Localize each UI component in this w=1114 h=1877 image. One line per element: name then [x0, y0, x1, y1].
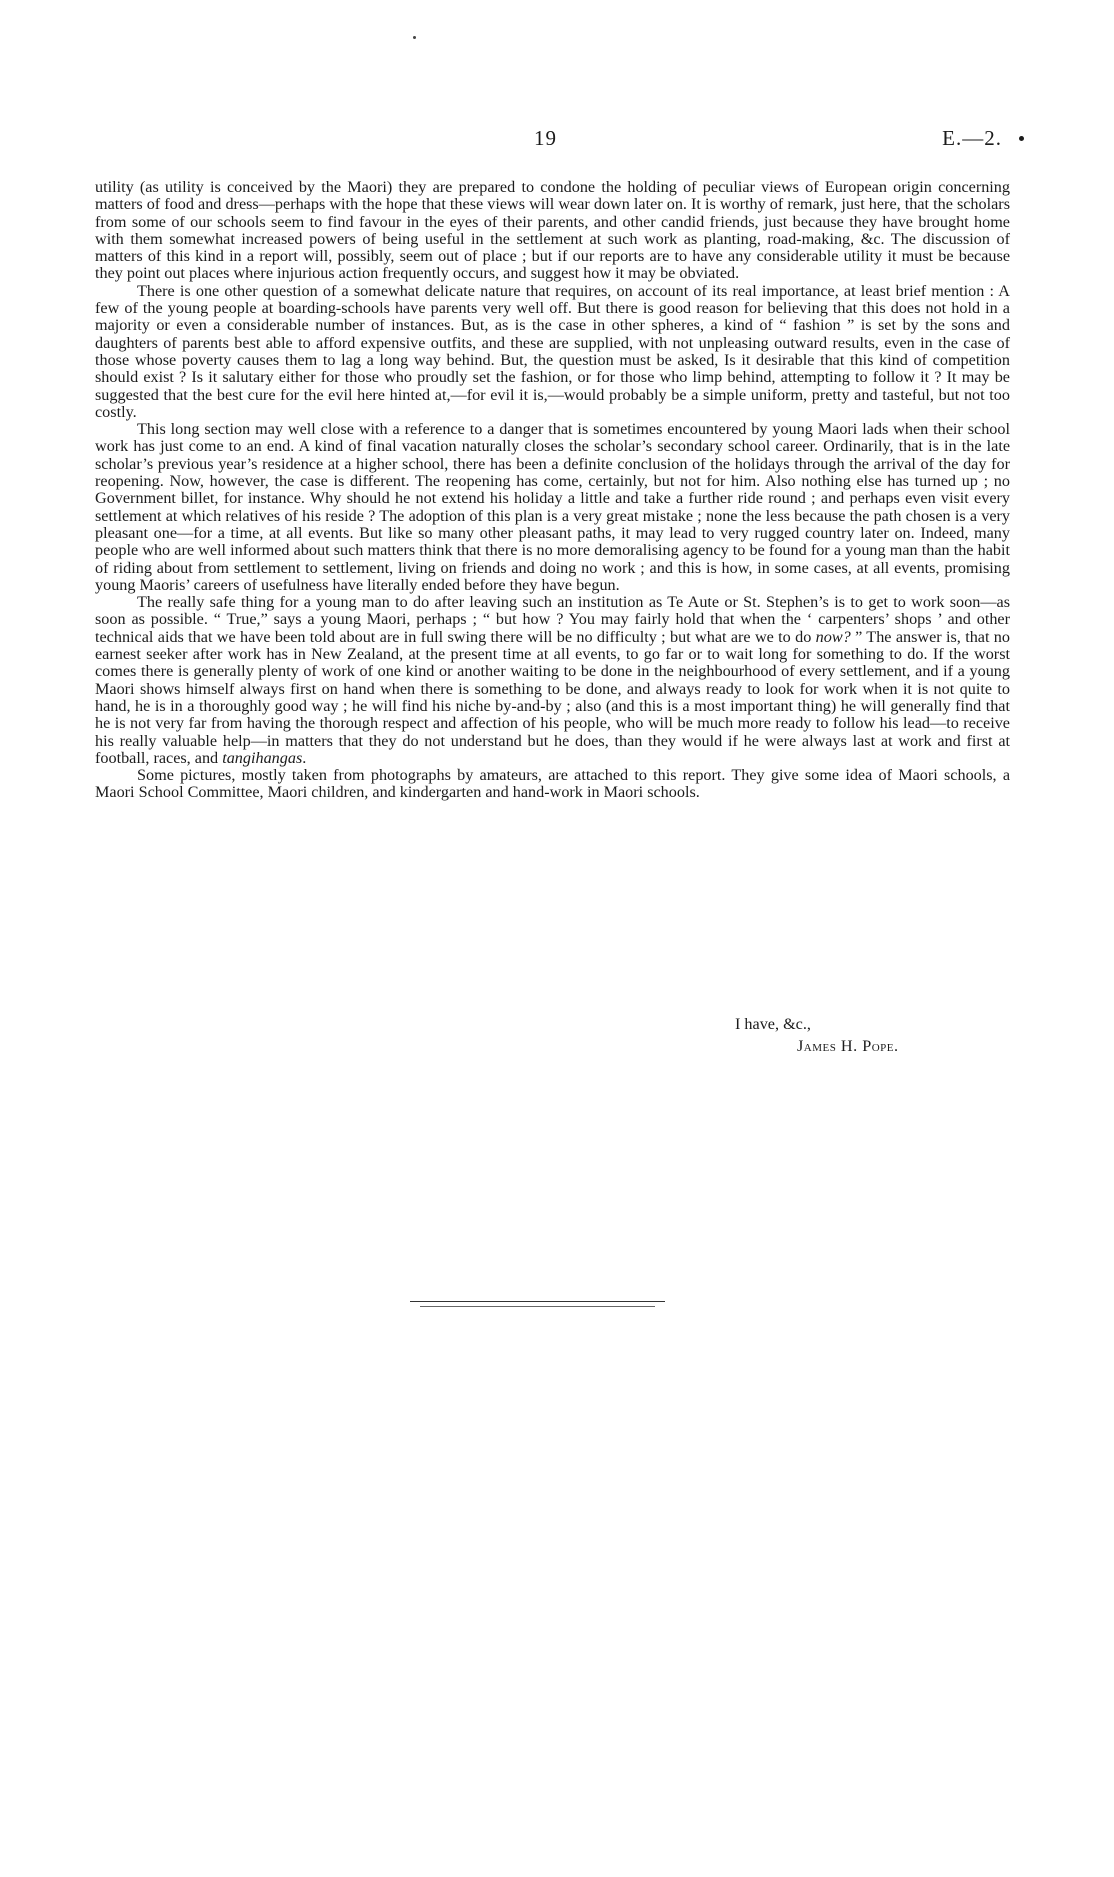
report-body [95, 179, 1010, 802]
paragraph-final-vacation: This long section may well close with a reference to a danger that is sometimes encountered by young Maori lads when their school work has just come to an end. A kind of final vacation naturally closes the scholar’s secondary school career. Ordinarily, that is in the late scholar’s previous year’s residence at a higher school, there has been a definite conclusion of the holidays through the arrival of the day for reopening. Now, however, the case is different. The reopening has come, certainly, but not for him. Also nothing else has turned up ; no Government billet, for instance. Why should he not extend his holiday a little and take a further ride round ; and perhaps even visit every settlement at which relatives of his reside ? The adoption of this plan is a very great mistake ; none the less because the path chosen is a very pleasant one—for a time, at all events. But like so many other pleasant paths, it may lead to very rugged country later on. Indeed, many people who are well informed about such matters think that there is no more demoralising agency to be found for a young man than the habit of riding about from settlement to settlement, living on friends and doing no work ; and this is how, in some cases, at all events, promising young Maoris’ careers of usefulness have literally ended before they have begun. [95, 420, 1010, 594]
emphasis-now: now? [815, 627, 851, 646]
page-number: 19 [534, 126, 557, 150]
paragraph-continuation: utility (as utility is conceived by the Maori) they are prepared to condone the holding of peculiar views of European origin concerning matters of food and dress—perhaps with the hope that these views will wear down later on. It is worthy of remark, just here, that the scholars from some of our schools seem to find favour in the eyes of their parents, and other candid friends, just because they have brought home with them somewhat increased powers of being useful in the settlement at such work as planting, road-making, &c. The discussion of matters of this kind in a report will, possibly, seem out of place ; but if our reports are to have any considerable utility it must be because they point out places where injurious action frequently occurs, and suggest how it may be obviated. [95, 178, 1010, 283]
end-rule-secondary [420, 1306, 655, 1307]
paragraph-text: ” The answer is, that no earnest seeker after work has in New Zealand, at the present time at all events, to go far or to wait long for something to do. If the worst comes there is generally plenty of work of one kind or another waiting to be done in the neighbourhood of every settlement, and if a young Maori shows himself always first on hand when there is something to be done, and always ready to look for work when it is not quite to hand, he is in a thoroughly good way ; he will find his niche by-and-by ; also (and this is a most important thing) he will generally find that he is not very far from having the thorough respect and affection of his people, who will be much more ready to follow his lead—to receive his really valuable help—in matters that they do not understand but he does, than they would if he were always last at work and first at football, races, and [95, 627, 1010, 767]
paragraph-text: . [302, 748, 307, 767]
scan-speck [413, 36, 416, 39]
paragraph-get-to-work [95, 594, 1010, 767]
signature: James H. Pope. [797, 1037, 899, 1055]
emphasis-tangihangas: tangihangas [222, 748, 303, 767]
end-rule [410, 1301, 665, 1302]
paragraph-pictures: Some pictures, mostly taken from photographs by amateurs, are attached to this report. They give some idea of Maori schools, a Maori School Committee, Maori children, and kindergarten and hand-work in Maori schools. [95, 766, 1010, 802]
bullet-mark [1019, 136, 1024, 141]
page-header [95, 126, 1010, 156]
salutation: I have, &c., [735, 1015, 811, 1033]
paragraph-fashion: There is one other question of a somewhat delicate nature that requires, on account of its real importance, at least brief mention : A few of the young people at boarding-schools have parents very well off. But there is good reason for believing that this does not hold in a majority or even a considerable number of instances. But, as is the case in other spheres, a kind of “ fashion ” is set by the sons and daughters of parents best able to afford expensive outfits, and these are supplied, with not unpleasing outward results, even in the case of those whose poverty causes them to lag a long way behind. But, the question must be asked, Is it desirable that this kind of competition should exist ? Is it salutary either for those who proudly set the fashion, or for those who limp behind, attempting to follow it ? It may be suggested that the best cure for the evil here hinted at,—for evil it is,—would probably be a simple uniform, pretty and tasteful, but not too costly. [95, 281, 1010, 421]
paragraph-text: The really safe thing for a young man to do after leaving such an institution as Te Aute or St. Stephen’s is to get to work soon—as soon as possible. “ True,” says a young Maori, perhaps ; “ but how ? You may fairly hold that when the ‘ carpenters’ shops ’ and other technical aids that we have been told about are in full swing there will be no difficulty ; but what are we to do [95, 593, 1010, 646]
closing-block [735, 1013, 995, 1057]
document-reference: E.—2. [942, 126, 1002, 150]
